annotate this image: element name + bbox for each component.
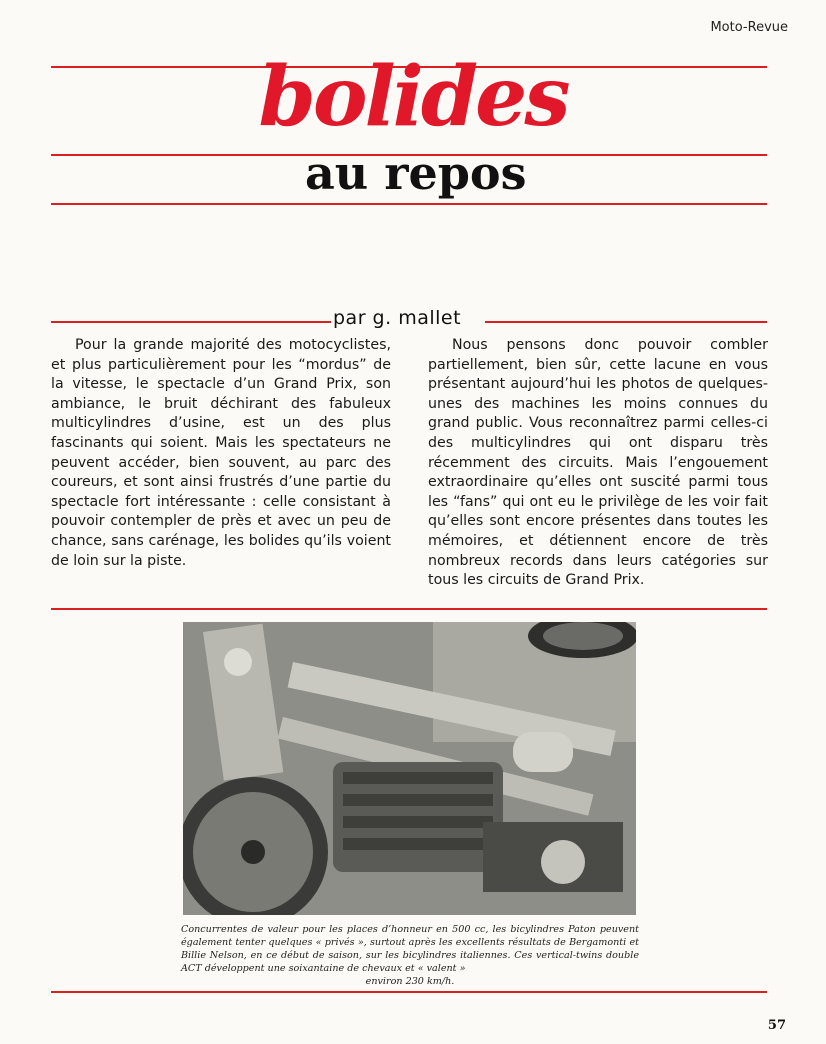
byline: par g. mallet (333, 307, 462, 329)
photo-caption (181, 923, 639, 988)
motorcycle-engine-photo (183, 622, 636, 915)
photo-rule-bottom (51, 991, 767, 993)
page-number: 57 (767, 1018, 786, 1033)
article-subtitle: au repos (305, 146, 527, 200)
photo-illustration (183, 622, 636, 915)
photo-caption-main: Concurrentes de valeur pour les places d’honneur en 500 cc, les bicylindres Paton peuvent également tenter quelques « privés », surtout après les excellents résultats de Bergamonti et Billie Nelson, en ce début de saison, sur les bicylindres italiennes. Ces vertical-twins double ACT développent une soixantaine de chevaux et « valent » (181, 924, 639, 974)
byline-rule-left (51, 321, 331, 323)
article-column-left: Pour la grande majorité des motocyclistes, et plus particulièrement pour les “mordus” de la vitesse, le spectacle d’un Grand Prix, son ambiance, le bruit déchirant des fabuleux multicylindres d’usine, est un des plus fascinants qui soient. Mais les spectateurs ne peuvent accéder, bien souvent, au parc des coureurs, et sont ainsi frustrés d’une partie du spectacle fort intéressante : celle consistant à pouvoir contempler de près et avec un peu de chance, sans carénage, les bolides qu’ils voient de loin sur la piste. (51, 337, 391, 569)
magazine-name: Moto-Revue (710, 20, 788, 35)
byline-rule-right (485, 321, 767, 323)
photo-rule-top (51, 608, 767, 610)
article-column-right: Nous pensons donc pouvoir combler partiellement, bien sûr, cette lacune en vous présentant aujourd’hui les photos de quelques-unes des machines les moins connues du grand public. Vous reconnaîtrez parmi celles-ci des multicylindres qui ont disparu très récemment des circuits. Mais l’engouement extraordinaire qu’elles ont suscité parmi tous les “fans” qui ont eu le privilège de les voir fait qu’elles sont encore présentes dans toutes les mémoires, et détiennent encore de très nombreux records dans leurs catégories sur tous les circuits de Grand Prix. (428, 337, 768, 589)
article-title: bolides (258, 49, 568, 145)
title-rule-bottom (51, 203, 767, 205)
photo-caption-end: environ 230 km/h. (365, 976, 455, 987)
